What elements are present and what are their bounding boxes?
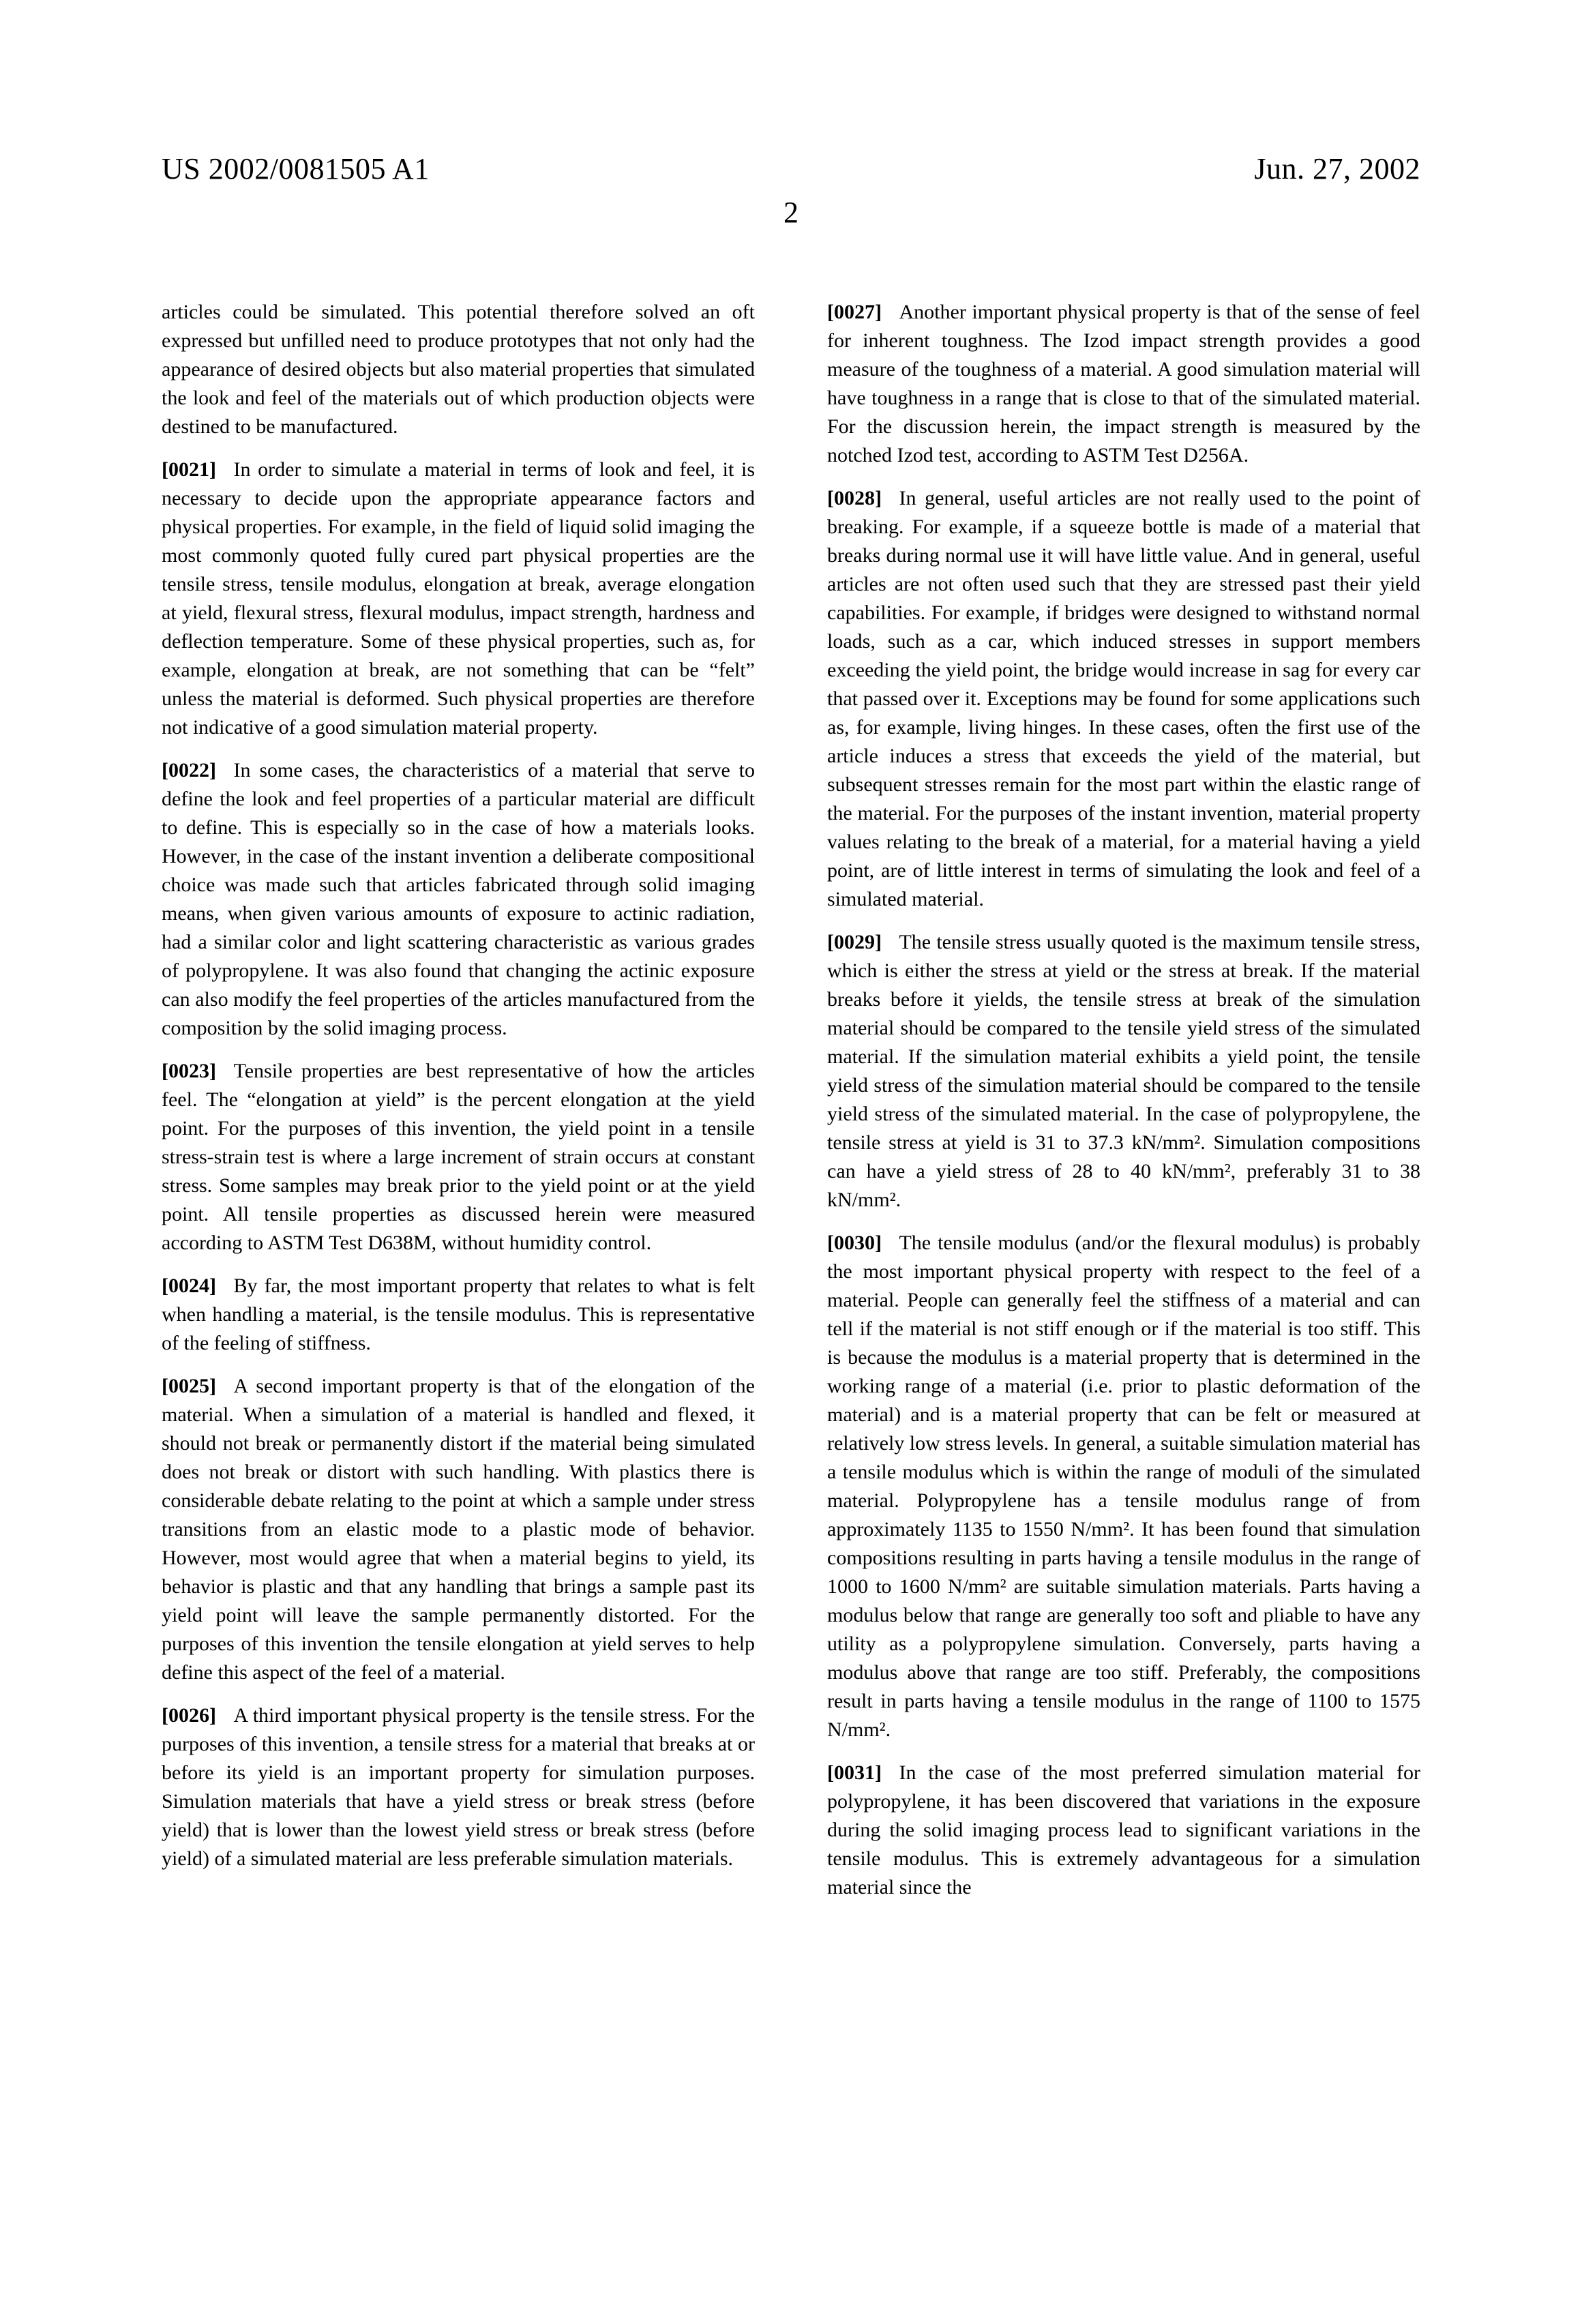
- paragraph: [162, 1372, 755, 1687]
- right-column: [827, 298, 1420, 1916]
- paragraph: [162, 1272, 755, 1358]
- paragraph-text: In some cases, the characteristics of a material that serve to define the look and feel properties of a particular material are difficult to define. This is especially so in the case of how a materials looks. However, in the case of the instant invention a deliberate compositional choice was made such that articles fabricated through solid imaging means, when given various amounts of exposure to actinic radiation, had a similar color and light scattering characteristic as various grades of polypropylene. It was also found that changing the actinic exposure can also modify the feel properties of the articles manufactured from the composition by the solid imaging process.: [162, 759, 755, 1039]
- paragraph-number: [0030]: [827, 1232, 882, 1254]
- paragraph-text: Another important physical property is that of the sense of feel for inherent toughness. The Izod impact strength provides a good measure of the toughness of a material. A good simulation material will have toughness in a range that is close to that of the simulated material. For the discussion herein, the impact strength is measured by the notched Izod test, according to ASTM Test D256A.: [827, 301, 1420, 466]
- paragraph: [827, 1229, 1420, 1744]
- paragraph: [162, 1057, 755, 1257]
- paragraph-number: [0031]: [827, 1761, 882, 1784]
- paragraph-text: The tensile modulus (and/or the flexural modulus) is probably the most important physical property with respect to the feel of a material. People can generally feel the stiffness of a material and can tell if the material is not stiff enough or if the material is too stiff. This is because the modulus is a material property that is determined in the working range of a material (i.e. prior to plastic deformation of the material) and is a material property that can be felt or measured at relatively low stress levels. In general, a suitable simulation material has a tensile modulus which is within the range of moduli of the simulated material. Polypropylene has a tensile modulus range of from approximately 1135 to 1550 N/mm². It has been found that simulation compositions resulting in parts having a tensile modulus in the range of 1000 to 1600 N/mm² are suitable simulation materials. Parts having a modulus below that range are generally too soft and pliable to have any utility as a polypropylene simulation. Conversely, parts having a modulus above that range are too stiff. Preferably, the compositions result in parts having a tensile modulus in the range of 1100 to 1575 N/mm².: [827, 1232, 1420, 1741]
- paragraph: [827, 298, 1420, 470]
- paragraph-number: [0021]: [162, 458, 216, 481]
- paragraph-number: [0029]: [827, 931, 882, 953]
- paragraph-text: A third important physical property is the tensile stress. For the purposes of this invention, a tensile stress for a material that breaks at or before its yield is an important property for simulation purposes. Simulation materials that have a yield stress or break stress (before yield) that is lower than the lowest yield stress or break stress (before yield) of a simulated material are less preferable simulation materials.: [162, 1704, 755, 1870]
- paragraph: [162, 756, 755, 1043]
- paragraph-text: In order to simulate a material in terms of look and feel, it is necessary to decide upon the appropriate appearance factors and physical properties. For example, in the field of liquid solid imaging the most commonly quoted fully cured part physical properties are the tensile stress, tensile modulus, elongation at break, average elongation at yield, flexural stress, flexural modulus, impact strength, hardness and deflection temperature. Some of these physical properties, such as, for example, elongation at break, are not something that can be “felt” unless the material is deformed. Such physical properties are therefore not indicative of a good simulation material property.: [162, 458, 755, 739]
- paragraph-text: By far, the most important property that relates to what is felt when handling a material, is the tensile modulus. This is representative of the feeling of stiffness.: [162, 1275, 755, 1354]
- paragraph-text: articles could be simulated. This potential therefore solved an oft expressed but unfilled need to produce prototypes that not only had the appearance of desired objects but also material properties that simulated the look and feel of the materials out of which production objects were destined to be manufactured.: [162, 301, 755, 438]
- paragraph-number: [0027]: [827, 301, 882, 323]
- paragraph-number: [0022]: [162, 759, 216, 781]
- paragraph-number: [0026]: [162, 1704, 216, 1727]
- paragraph-number: [0023]: [162, 1060, 216, 1082]
- left-column: [162, 298, 755, 1888]
- paragraph-number: [0028]: [827, 487, 882, 509]
- paragraph: [162, 456, 755, 742]
- publication-date: Jun. 27, 2002: [1254, 152, 1420, 185]
- page-number: 2: [783, 196, 799, 229]
- publication-number: US 2002/0081505 A1: [162, 152, 430, 185]
- paragraph-text: Tensile properties are best representative of how the articles feel. The “elongation at yield” is the percent elongation at the yield point. For the purposes of this invention, the yield point in a tensile stress-strain test is where a large increment of strain occurs at constant stress. Some samples may break prior to the yield point or at the yield point. All tensile properties as discussed herein were measured according to ASTM Test D638M, without humidity control.: [162, 1060, 755, 1254]
- paragraph-number: [0025]: [162, 1375, 216, 1397]
- paragraph-number: [0024]: [162, 1275, 216, 1297]
- paragraph: [827, 928, 1420, 1215]
- paragraph-text: In the case of the most preferred simulation material for polypropylene, it has been discovered that variations in the exposure during the solid imaging process lead to significant variations in the tensile modulus. This is extremely advantageous for a simulation material since the: [827, 1761, 1420, 1898]
- paragraph: [827, 484, 1420, 914]
- paragraph: [162, 298, 755, 441]
- paragraph: [162, 1701, 755, 1873]
- paragraph: [827, 1759, 1420, 1902]
- paragraph-text: The tensile stress usually quoted is the maximum tensile stress, which is either the stress at yield or the stress at break. If the material breaks before it yields, the tensile stress at break of the simulation material should be compared to the tensile yield stress of the simulated material. If the simulation material exhibits a yield point, the tensile yield stress of the simulation material should be compared to the tensile yield stress of the simulated material. In the case of polypropylene, the tensile stress at yield is 31 to 37.3 kN/mm². Simulation compositions can have a yield stress of 28 to 40 kN/mm², preferably 31 to 38 kN/mm².: [827, 931, 1420, 1211]
- paragraph-text: In general, useful articles are not really used to the point of breaking. For example, if a squeeze bottle is made of a material that breaks during normal use it will have little value. And in general, useful articles are not often used such that they are stressed past their yield capabilities. For example, if bridges were designed to withstand normal loads, such as a car, which induced stresses in support members exceeding the yield point, the bridge would increase in sag for every car that passed over it. Exceptions may be found for some applications such as, for example, living hinges. In these cases, often the first use of the article induces a stress that exceeds the yield of the material, but subsequent stresses remain for the most part within the elastic range of the material. For the purposes of the instant invention, material property values relating to the break of a material, for a material having a yield point, are of little interest in terms of simulating the look and feel of a simulated material.: [827, 487, 1420, 910]
- paragraph-text: A second important property is that of the elongation of the material. When a simulation of a material is handled and flexed, it should not break or permanently distort if the material being simulated does not break or distort with such handling. With plastics there is considerable debate relating to the point at which a sample under stress transitions from an elastic mode to a plastic mode of behavior. However, most would agree that when a material begins to yield, its behavior is plastic and that any handling that brings a sample past its yield point will leave the sample permanently distorted. For the purposes of this invention the tensile elongation at yield serves to help define this aspect of the feel of a material.: [162, 1375, 755, 1684]
